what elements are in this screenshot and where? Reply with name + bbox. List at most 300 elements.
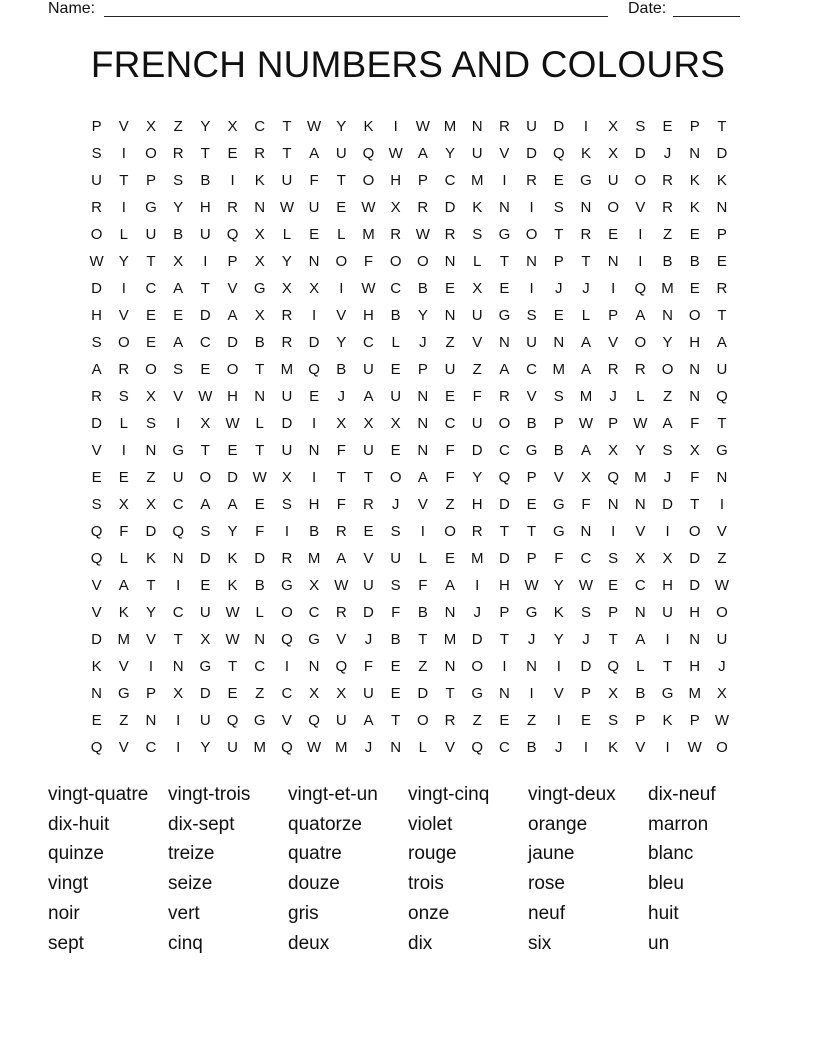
grid-letter: A — [499, 361, 510, 378]
grid-letter: I — [638, 226, 643, 243]
grid-letter: U — [471, 145, 483, 162]
grid-letter: B — [553, 442, 564, 459]
grid-letter: N — [689, 361, 701, 378]
grid-row — [83, 707, 741, 734]
grid-letter: I — [502, 658, 507, 675]
grid-row — [83, 410, 741, 437]
grid-letter: U — [281, 172, 293, 189]
grid-letter: I — [148, 658, 154, 675]
grid-letter: A — [662, 415, 673, 432]
name-label: Name: — [48, 0, 96, 17]
grid-letter: M — [362, 226, 375, 243]
grid-letter: I — [284, 523, 289, 540]
grid-letter: O — [417, 253, 429, 270]
grid-letter: M — [579, 388, 593, 405]
grid-letter: I — [393, 118, 398, 135]
grid-letter: L — [636, 658, 645, 675]
grid-letter: X — [608, 118, 619, 135]
grid-letter: C — [363, 334, 374, 351]
grid-letter: F — [336, 442, 346, 459]
grid-letter: H — [689, 604, 701, 621]
word-list-item: cinq — [168, 932, 203, 954]
grid-letter: R — [390, 226, 402, 243]
grid-letter: F — [554, 550, 564, 567]
grid-letter: P — [417, 172, 428, 189]
grid-letter: R — [417, 199, 429, 216]
word-list-item: dix-neuf — [648, 783, 716, 805]
grid-letter: V — [635, 523, 646, 540]
grid-letter: E — [254, 496, 265, 513]
grid-letter: I — [556, 658, 561, 675]
grid-row — [83, 626, 741, 653]
grid-letter: V — [363, 550, 374, 567]
grid-letter: V — [336, 307, 347, 324]
grid-letter: K — [254, 172, 265, 189]
grid-letter: Q — [90, 550, 103, 567]
grid-letter: G — [117, 685, 130, 702]
grid-letter: M — [335, 739, 348, 756]
grid-letter: Q — [498, 469, 511, 486]
grid-letter: T — [608, 631, 618, 648]
grid-letter: D — [689, 577, 701, 594]
grid-letter: R — [254, 145, 266, 162]
grid-letter: D — [91, 280, 103, 297]
grid-letter: T — [581, 253, 591, 270]
grid-letter: U — [390, 388, 402, 405]
word-list — [48, 780, 768, 959]
grid-letter: Z — [472, 712, 482, 729]
grid-letter: R — [172, 145, 184, 162]
grid-letter: J — [391, 496, 400, 513]
grid-letter: V — [173, 388, 184, 405]
grid-letter: X — [309, 577, 320, 594]
grid-letter: C — [580, 550, 592, 567]
grid-letter: P — [417, 361, 428, 378]
grid-letter: T — [499, 253, 509, 270]
grid-letter: S — [553, 388, 564, 405]
grid-letter: L — [391, 334, 400, 351]
grid-letter: P — [635, 712, 646, 729]
grid-letter: A — [580, 442, 591, 459]
grid-letter: N — [498, 199, 510, 216]
grid-letter: V — [118, 658, 129, 675]
grid-row — [83, 653, 741, 680]
grid-letter: A — [363, 712, 374, 729]
grid-letter: K — [716, 172, 727, 189]
grid-letter: Y — [445, 145, 456, 162]
grid-letter: U — [281, 442, 293, 459]
grid-letter: T — [391, 712, 401, 729]
grid-letter: F — [445, 442, 455, 459]
word-list-item: gris — [288, 903, 319, 925]
grid-letter: X — [173, 253, 184, 270]
grid-letter: V — [118, 118, 129, 135]
grid-letter: X — [254, 226, 265, 243]
grid-letter: R — [281, 334, 293, 351]
grid-letter: R — [227, 199, 238, 216]
grid-letter: W — [361, 199, 376, 216]
word-list-item: trois — [408, 873, 444, 895]
grid-letter: P — [716, 226, 727, 243]
grid-letter: G — [498, 307, 511, 324]
grid-letter: G — [552, 496, 565, 513]
grid-letter: V — [553, 685, 564, 702]
grid-letter: A — [635, 307, 646, 324]
grid-letter: X — [689, 442, 700, 459]
word-list-item: neuf — [528, 903, 565, 925]
grid-letter: W — [578, 577, 594, 594]
grid-row — [83, 599, 741, 626]
grid-letter: M — [117, 631, 131, 648]
grid-letter: O — [716, 604, 728, 621]
word-list-item: onze — [408, 903, 450, 925]
grid-letter: Z — [662, 226, 673, 243]
grid-letter: U — [199, 226, 211, 243]
grid-letter: I — [312, 415, 317, 432]
grid-letter: K — [689, 172, 700, 189]
grid-letter: N — [498, 685, 510, 702]
grid-letter: F — [309, 172, 319, 189]
grid-letter: L — [119, 226, 128, 243]
grid-letter: A — [635, 631, 646, 648]
grid-letter: R — [526, 172, 538, 189]
grid-letter: Q — [226, 226, 239, 243]
grid-letter: G — [145, 199, 157, 216]
grid-letter: P — [580, 685, 591, 702]
grid-letter: L — [255, 415, 264, 432]
grid-letter: I — [121, 199, 126, 216]
grid-letter: Y — [472, 469, 483, 486]
word-list-item: vert — [168, 903, 200, 925]
grid-letter: B — [635, 685, 646, 702]
grid-letter: K — [662, 712, 673, 729]
grid-letter: D — [498, 496, 510, 513]
grid-letter: F — [255, 523, 265, 540]
grid-letter: W — [307, 118, 322, 135]
grid-letter: X — [390, 199, 401, 216]
grid-letter: X — [254, 307, 265, 324]
grid-letter: Q — [607, 658, 619, 675]
grid-letter: Z — [445, 496, 455, 513]
grid-letter: K — [553, 604, 564, 621]
grid-letter: S — [118, 388, 129, 405]
grid-letter: N — [308, 253, 320, 270]
grid-letter: P — [553, 415, 564, 432]
grid-letter: X — [254, 253, 265, 270]
grid-letter: A — [309, 145, 320, 162]
grid-letter: Z — [255, 685, 265, 702]
grid-letter: B — [526, 739, 537, 756]
grid-letter: T — [282, 145, 292, 162]
grid-letter: I — [230, 172, 235, 189]
grid-letter: F — [690, 469, 700, 486]
grid-letter: W — [279, 199, 294, 216]
grid-letter: G — [199, 658, 212, 675]
grid-letter: D — [716, 145, 728, 162]
grid-letter: Q — [90, 739, 103, 756]
word-list-item: dix-huit — [48, 813, 110, 835]
word-list-item: rose — [528, 873, 565, 895]
grid-letter: I — [176, 577, 181, 594]
grid-row — [83, 113, 741, 140]
grid-letter: J — [718, 658, 726, 675]
grid-letter: Q — [281, 739, 293, 756]
grid-letter: I — [529, 685, 534, 702]
grid-letter: H — [498, 577, 510, 594]
grid-letter: G — [308, 631, 320, 648]
grid-letter: G — [716, 442, 728, 459]
grid-letter: E — [145, 307, 156, 324]
grid-letter: U — [227, 739, 238, 756]
grid-letter: E — [553, 172, 564, 189]
grid-letter: N — [254, 388, 266, 405]
grid-letter: A — [227, 307, 238, 324]
grid-letter: T — [146, 253, 156, 270]
grid-letter: I — [203, 253, 208, 270]
grid-letter: X — [662, 550, 673, 567]
grid-letter: N — [172, 658, 184, 675]
grid-letter: T — [717, 307, 727, 324]
grid-letter: U — [526, 118, 538, 135]
grid-row — [83, 167, 741, 194]
grid-letter: W — [578, 415, 594, 432]
grid-letter: O — [362, 172, 375, 189]
grid-letter: Y — [417, 307, 428, 324]
word-list-row — [48, 929, 768, 959]
grid-letter: U — [526, 334, 538, 351]
grid-letter: I — [121, 145, 126, 162]
grid-letter: V — [716, 523, 727, 540]
grid-letter: B — [254, 334, 265, 351]
grid-letter: X — [716, 685, 727, 702]
grid-letter: N — [308, 442, 320, 459]
grid-letter: E — [580, 712, 591, 729]
grid-letter: L — [581, 307, 591, 324]
grid-letter: N — [689, 388, 701, 405]
grid-letter: N — [553, 334, 565, 351]
grid-letter: Q — [552, 145, 565, 162]
grid-letter: O — [444, 523, 456, 540]
word-list-item: vingt-cinq — [408, 783, 490, 805]
grid-letter: D — [281, 415, 293, 432]
grid-letter: Z — [146, 469, 156, 486]
grid-letter: L — [418, 739, 428, 756]
grid-letter: A — [580, 361, 591, 378]
grid-letter: B — [526, 415, 537, 432]
grid-letter: E — [390, 361, 401, 378]
grid-letter: D — [498, 550, 510, 567]
grid-letter: V — [499, 145, 510, 162]
grid-letter: S — [91, 145, 102, 162]
grid-letter: X — [145, 496, 156, 513]
grid-letter: T — [227, 658, 238, 675]
grid-row — [83, 302, 741, 329]
grid-letter: T — [717, 415, 727, 432]
grid-letter: T — [363, 469, 374, 486]
grid-letter: V — [91, 577, 102, 594]
grid-letter: N — [390, 739, 402, 756]
grid-letter: A — [445, 577, 456, 594]
grid-row — [83, 194, 741, 221]
grid-letter: T — [554, 226, 564, 243]
grid-letter: F — [445, 469, 455, 486]
grid-letter: R — [716, 280, 728, 297]
grid-letter: N — [607, 496, 619, 513]
grid-letter: N — [444, 658, 456, 675]
grid-letter: W — [334, 577, 349, 594]
grid-letter: Z — [173, 118, 183, 135]
grid-letter: C — [254, 118, 266, 135]
grid-letter: Q — [335, 658, 348, 675]
grid-row — [83, 464, 741, 491]
grid-letter: W — [225, 604, 240, 621]
grid-letter: O — [335, 253, 348, 270]
grid-letter: M — [280, 361, 294, 378]
grid-letter: Q — [226, 712, 239, 729]
grid-letter: Y — [553, 631, 564, 648]
grid-letter: K — [118, 604, 129, 621]
grid-row — [83, 248, 741, 275]
grid-letter: R — [580, 226, 592, 243]
grid-letter: R — [335, 604, 347, 621]
grid-letter: M — [470, 550, 484, 567]
grid-letter: S — [91, 334, 102, 351]
grid-letter: K — [472, 199, 483, 216]
grid-letter: T — [418, 631, 428, 648]
grid-letter: A — [173, 280, 184, 297]
grid-letter: K — [363, 118, 374, 135]
grid-letter: L — [418, 550, 428, 567]
grid-letter: W — [252, 469, 267, 486]
grid-letter: Y — [145, 604, 156, 621]
grid-letter: Q — [308, 712, 320, 729]
grid-letter: Y — [200, 118, 211, 135]
grid-letter: D — [91, 415, 103, 432]
grid-letter: D — [363, 604, 374, 621]
grid-letter: O — [90, 226, 103, 243]
grid-letter: R — [91, 388, 103, 405]
grid-letter: D — [227, 469, 238, 486]
grid-letter: P — [689, 118, 700, 135]
grid-letter: A — [716, 334, 727, 351]
grid-letter: E — [91, 712, 102, 729]
grid-letter: A — [173, 334, 184, 351]
grid-letter: H — [227, 388, 238, 405]
grid-letter: G — [498, 226, 511, 243]
grid-letter: N — [145, 712, 157, 729]
grid-letter: R — [444, 712, 456, 729]
grid-letter: O — [145, 361, 157, 378]
grid-letter: V — [91, 604, 102, 621]
grid-letter: C — [254, 658, 266, 675]
grid-letter: J — [364, 631, 373, 648]
grid-letter: T — [336, 172, 346, 189]
grid-letter: X — [173, 685, 184, 702]
grid-letter: Z — [717, 550, 727, 567]
grid-letter: G — [525, 442, 538, 459]
grid-letter: V — [91, 442, 102, 459]
grid-letter: X — [336, 685, 347, 702]
grid-letter: Y — [118, 253, 129, 270]
grid-letter: F — [363, 253, 374, 270]
grid-letter: A — [118, 577, 129, 594]
grid-letter: W — [225, 631, 240, 648]
grid-letter: Y — [200, 739, 211, 756]
grid-letter: Z — [662, 388, 673, 405]
grid-letter: S — [173, 361, 184, 378]
grid-letter: W — [714, 577, 729, 594]
grid-letter: I — [176, 415, 181, 432]
grid-letter: R — [471, 523, 483, 540]
grid-letter: Y — [173, 199, 184, 216]
grid-letter: U — [444, 361, 456, 378]
grid-letter: U — [199, 712, 211, 729]
grid-letter: J — [419, 334, 427, 351]
grid-letter: A — [227, 496, 238, 513]
word-list-item: huit — [648, 903, 679, 925]
grid-letter: B — [662, 253, 673, 270]
date-label: Date: — [628, 0, 667, 17]
grid-letter: D — [580, 658, 592, 675]
grid-letter: N — [607, 253, 619, 270]
grid-letter: E — [173, 307, 184, 324]
grid-letter: M — [443, 631, 457, 648]
grid-letter: O — [226, 361, 239, 378]
grid-letter: Y — [281, 253, 292, 270]
grid-letter: I — [121, 280, 126, 297]
grid-letter: J — [582, 280, 590, 297]
word-list-item: sept — [48, 932, 84, 954]
grid-letter: Q — [308, 361, 320, 378]
grid-letter: O — [525, 226, 538, 243]
grid-letter: C — [390, 280, 402, 297]
grid-letter: E — [662, 118, 673, 135]
grid-letter: E — [689, 226, 700, 243]
grid-letter: A — [363, 388, 374, 405]
grid-letter: U — [716, 631, 728, 648]
grid-letter: V — [145, 631, 156, 648]
grid-letter: D — [444, 199, 456, 216]
grid-letter: V — [336, 631, 347, 648]
grid-letter: J — [663, 145, 672, 162]
grid-letter: P — [608, 604, 619, 621]
grid-letter: E — [499, 712, 510, 729]
grid-letter: Z — [445, 334, 455, 351]
grid-letter: W — [89, 253, 104, 270]
grid-letter: V — [227, 280, 238, 297]
grid-letter: I — [420, 523, 425, 540]
grid-letter: J — [555, 739, 563, 756]
grid-letter: E — [145, 334, 156, 351]
grid-letter: C — [634, 577, 646, 594]
word-list-row — [48, 869, 768, 899]
grid-letter: X — [200, 415, 211, 432]
grid-letter: O — [661, 361, 674, 378]
grid-letter: F — [581, 496, 591, 513]
grid-letter: J — [582, 631, 590, 648]
grid-letter: H — [308, 496, 320, 513]
grid-letter: U — [363, 685, 374, 702]
grid-letter: N — [526, 658, 538, 675]
grid-letter: I — [475, 577, 480, 594]
grid-row — [83, 680, 741, 707]
header — [0, 0, 816, 22]
grid-letter: M — [443, 118, 457, 135]
grid-letter: T — [119, 172, 129, 189]
grid-letter: N — [580, 199, 592, 216]
word-list-item: quatre — [288, 843, 342, 865]
grid-letter: J — [364, 739, 373, 756]
